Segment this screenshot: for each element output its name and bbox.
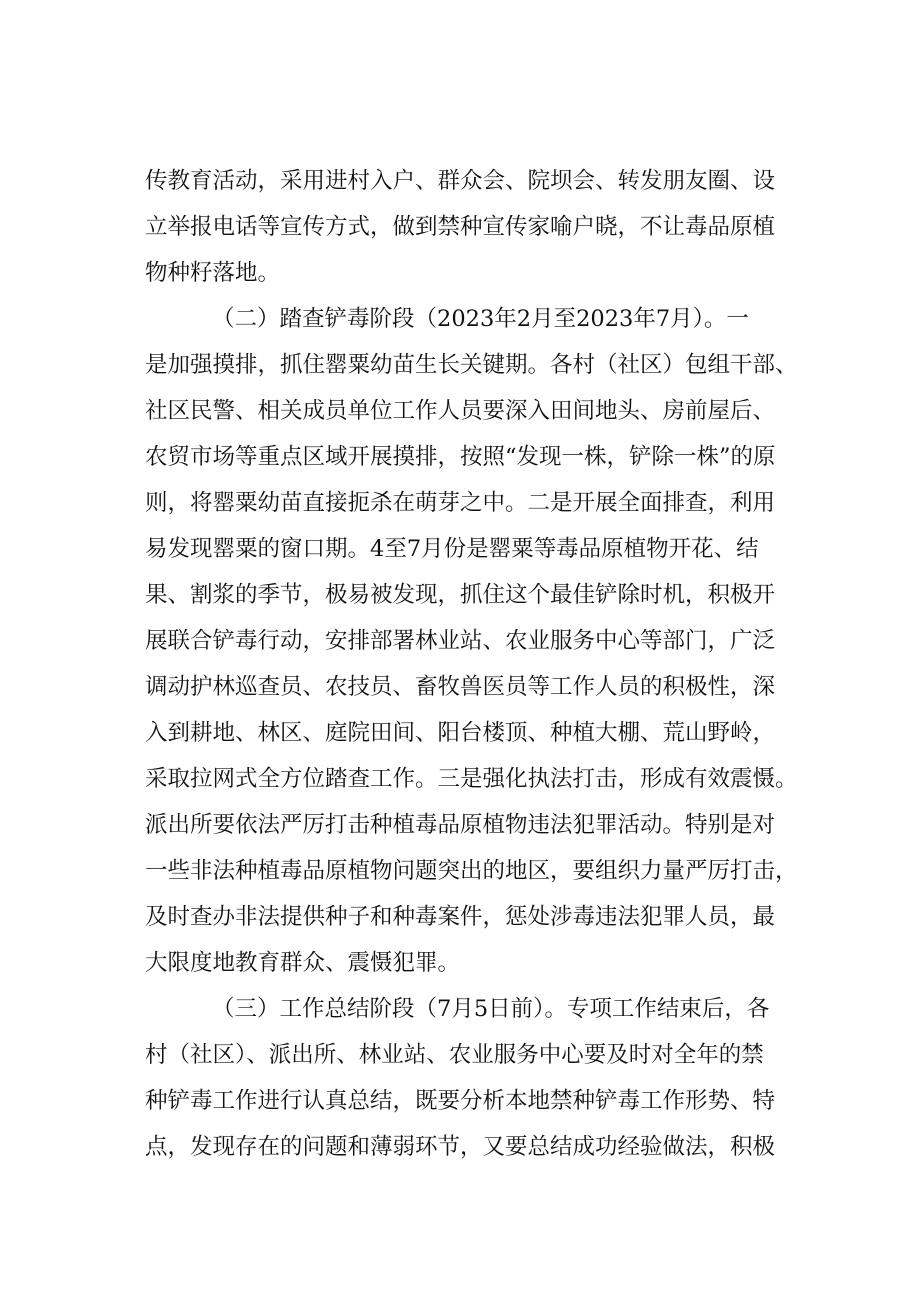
text-line: 农贸市场等重点区域开展摸排，按照“发现一株，铲除一株”的原 [145,444,776,470]
section-heading-line: （二）踏查铲毒阶段（2023年2月至2023年7月）。一 [212,306,749,332]
section-heading-line: （三）工作总结阶段（7月5日前）。专项工作结束后，各 [212,996,770,1022]
text-line: 社区民警、相关成员单位工作人员要深入田间地头、房前屋后、 [145,398,776,424]
text-line: 派出所要依法严厉打击种植毒品原植物违法犯罪活动。特别是对 [145,812,776,838]
text-line: 立举报电话等宣传方式，做到禁种宣传家喻户晓，不让毒品原植 [145,214,776,240]
text-line: 则，将罂粟幼苗直接扼杀在萌芽之中。二是开展全面排查，利用 [145,490,776,516]
text-line: 村（社区）、派出所、林业站、农业服务中心要及时对全年的禁 [145,1042,764,1068]
text-line: 种铲毒工作进行认真总结，既要分析本地禁种铲毒工作形势、特 [145,1088,776,1114]
text-line: 大限度地教育群众、震慑犯罪。 [145,950,461,976]
text-line: 果、割浆的季节，极易被发现，抓住这个最佳铲除时机，积极开 [145,582,776,608]
text-line: 一些非法种植毒品原植物问题突出的地区，要组织力量严厉打击， [145,858,798,884]
text-line: 及时查办非法提供种子和种毒案件，惩处涉毒违法犯罪人员，最 [145,904,776,930]
text-line: 点，发现存在的问题和薄弱环节，又要总结成功经验做法，积极 [145,1134,776,1160]
text-line: 易发现罂粟的窗口期。4至7月份是罂粟等毒品原植物开花、结 [145,536,759,562]
text-line: 是加强摸排，抓住罂粟幼苗生长关键期。各村（社区）包组干部、 [145,352,798,378]
text-line: 入到耕地、林区、庭院田间、阳台楼顶、种植大棚、荒山野岭， [145,720,776,746]
text-line: 采取拉网式全方位踏查工作。三是强化执法打击，形成有效震慑。 [145,766,798,792]
text-line: 展联合铲毒行动，安排部署林业站、农业服务中心等部门，广泛 [145,628,776,654]
text-line: 调动护林巡查员、农技员、畜牧兽医员等工作人员的积极性，深 [145,674,776,700]
text-line: 传教育活动，采用进村入户、群众会、院坝会、转发朋友圈、设 [145,168,776,194]
text-line: 物种籽落地。 [145,260,281,286]
